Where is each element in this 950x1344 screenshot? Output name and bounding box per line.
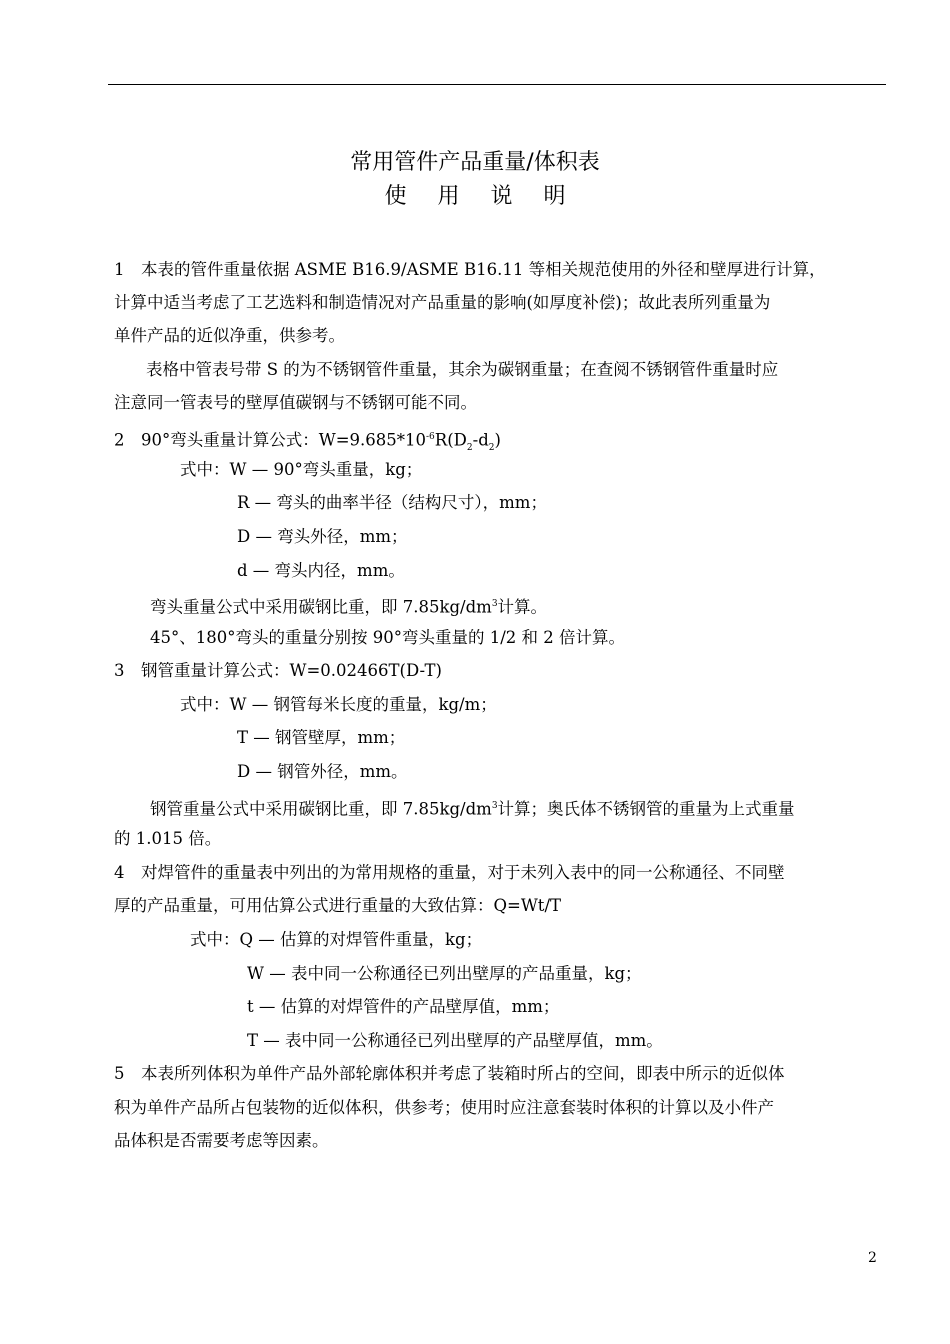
section-4-line-1: 4 对焊管件的重量表中列出的为常用规格的重量，对于未列入表中的同一公称通径、不同壁: [114, 863, 785, 882]
document-subtitle: 使 用 说 明: [384, 184, 578, 209]
section-1-line-3: 单件产品的近似净重，供参考。: [114, 326, 345, 345]
document-title: 常用管件产品重量/体积表: [350, 150, 600, 175]
header-rule: [108, 84, 886, 85]
pipe-var-w: 式中：W — 钢管每米长度的重量，kg/m；: [180, 695, 497, 714]
pipe-note-sup: 3: [491, 801, 498, 811]
page-number: 2: [868, 1250, 877, 1266]
elbow-note-2: 45°、180°弯头的重量分别按 90°弯头重量的 1/2 和 2 倍计算。: [150, 628, 626, 647]
formula-part-a: 2 90°弯头重量计算公式：W=9.685*10: [114, 430, 427, 450]
formula-sub-2: 2: [488, 442, 495, 453]
elbow-var-r: R — 弯头的曲率半径（结构尺寸），mm；: [237, 493, 547, 512]
formula-part-d: ): [494, 430, 501, 450]
formula-part-b: R(D: [434, 430, 467, 450]
formula-part-c: -d: [472, 430, 489, 450]
elbow-var-d-outer: D — 弯头外径，mm；: [237, 527, 408, 546]
weld-var-t-small: t — 估算的对焊管件的产品壁厚值，mm；: [247, 997, 560, 1016]
pipe-note-line-1: [150, 794, 795, 822]
formula-exponent: -6: [426, 432, 435, 442]
section-1-line-2: 计算中适当考虑了工艺选料和制造情况对产品重量的影响(如厚度补偿)；故此表所列重量为: [114, 293, 771, 312]
section-1-line-4: 表格中管表号带 S 的为不锈钢管件重量，其余为碳钢重量；在查阅不锈钢管件重量时应: [146, 360, 779, 379]
elbow-var-w: 式中：W — 90°弯头重量，kg；: [180, 460, 423, 479]
pipe-note-b: 计算；奥氏体不锈钢管的重量为上式重量: [497, 799, 795, 819]
pipe-var-t: T — 钢管壁厚，mm；: [237, 728, 406, 747]
elbow-note-1-b: 计算。: [497, 597, 548, 617]
section-5-line-1: 5 本表所列体积为单件产品外部轮廓体积并考虑了装箱时所占的空间，即表中所示的近似体: [114, 1064, 785, 1083]
elbow-note-1-a: 弯头重量公式中采用碳钢比重，即 7.85kg/dm: [150, 597, 492, 617]
section-4-line-2: 厚的产品重量，可用估算公式进行重量的大致估算：Q=Wt/T: [114, 896, 562, 915]
elbow-var-d-inner: d — 弯头内径，mm。: [237, 561, 405, 580]
section-2-heading: [114, 425, 501, 460]
elbow-note-1-sup: 3: [491, 599, 498, 609]
elbow-note-1: [150, 592, 547, 620]
weld-var-t-big: T — 表中同一公称通径已列出壁厚的产品壁厚值，mm。: [247, 1031, 663, 1050]
pipe-note-a: 钢管重量公式中采用碳钢比重，即 7.85kg/dm: [150, 799, 492, 819]
pipe-var-d: D — 钢管外径，mm。: [237, 762, 408, 781]
pipe-note-line-2: 的 1.015 倍。: [114, 829, 222, 848]
weld-var-q: 式中：Q — 估算的对焊管件重量，kg；: [190, 930, 483, 949]
section-1-line-5: 注意同一管表号的壁厚值碳钢与不锈钢可能不同。: [114, 393, 477, 412]
section-5-line-3: 品体积是否需要考虑等因素。: [114, 1131, 329, 1150]
weld-var-w: W — 表中同一公称通径已列出壁厚的产品重量，kg；: [247, 964, 642, 983]
section-5-line-2: 积为单件产品所占包装物的近似体积，供参考；使用时应注意套装时体积的计算以及小件产: [114, 1098, 774, 1117]
section-3-heading: 3 钢管重量计算公式：W=0.02466T(D-T): [114, 661, 442, 680]
section-1-line-1: 1 本表的管件重量依据 ASME B16.9/ASME B16.11 等相关规范使用的外径和壁厚进行计算，: [114, 260, 826, 279]
formula-sub-1: 2: [466, 442, 473, 453]
